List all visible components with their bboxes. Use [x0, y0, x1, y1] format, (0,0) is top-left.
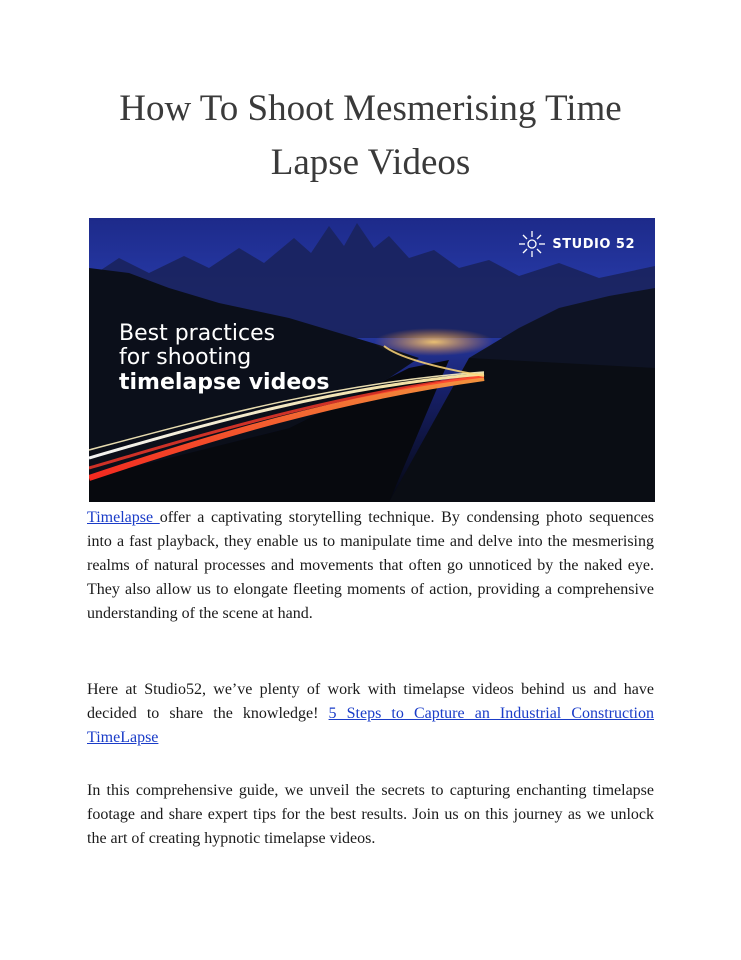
- paragraph-studio52: [87, 678, 654, 750]
- brand-name: STUDIO 52: [552, 236, 635, 252]
- sunburst-icon: [518, 230, 546, 258]
- paragraph-intro: [87, 506, 654, 626]
- industrial-timelapse-link[interactable]: 5 Steps to Capture an Industrial Construction TimeLapse: [87, 705, 655, 746]
- paragraph-guide-text: In this comprehensive guide, we unveil the secrets to capturing enchanting timelapse footage and share expert tips for the best results. Join us on this journey as we unlock the art of creating hypnotic timelapse videos.: [87, 782, 654, 847]
- hero-line-1: Best practices: [119, 321, 276, 346]
- page-title: [60, 82, 681, 190]
- studio52-logo: [518, 230, 635, 258]
- hero-image: [89, 218, 655, 502]
- paragraph-guide: [87, 779, 654, 851]
- hero-line-2: for shooting: [119, 345, 252, 370]
- hero-caption: [119, 322, 329, 396]
- hero-line-3: timelapse videos: [119, 370, 330, 395]
- title-line-1: How To Shoot Mesmerising Time: [119, 88, 622, 129]
- paragraph-studio52-text: Here at Studio52, we’ve plenty of work with timelapse videos behind us and have decided to share the knowledge!: [87, 681, 654, 722]
- paragraph-intro-text: offer a captivating storytelling technique. By condensing photo sequences into a fast playback, they enable us to manipulate time and delve into the mesmerising realms of natural processes and movements that often go unnoticed by the naked eye. They also allow us to elongate fleeting moments of action, providing a comprehensive understanding of the scene at hand.: [87, 509, 654, 622]
- timelapse-link[interactable]: Timelapse: [87, 509, 160, 526]
- title-line-2: Lapse Videos: [270, 142, 471, 183]
